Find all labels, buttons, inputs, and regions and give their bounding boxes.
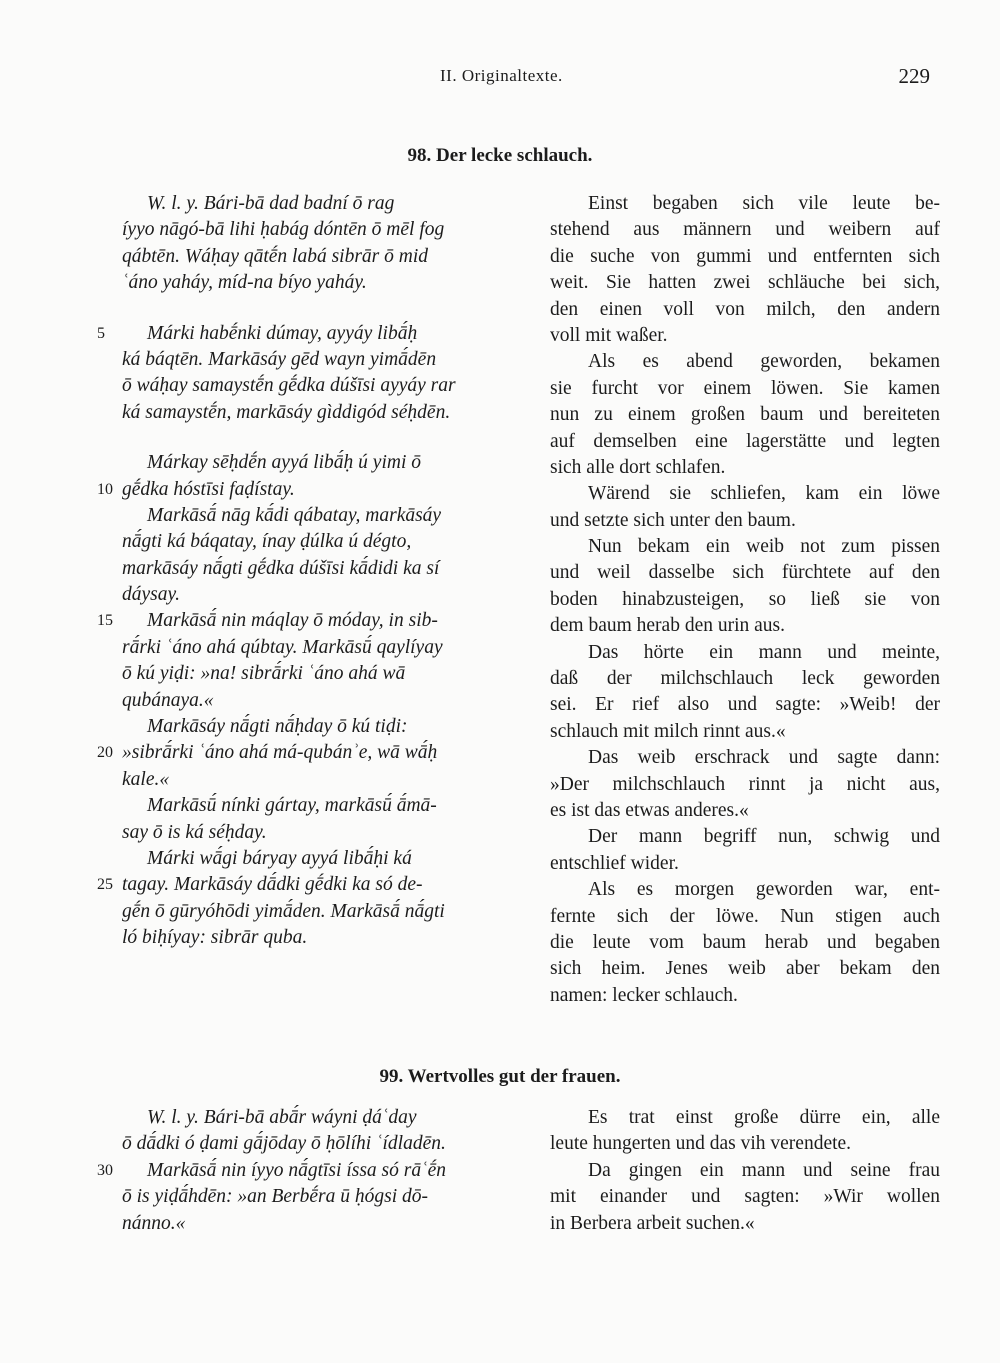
german-line: Das hörte ein mann und meinte, xyxy=(588,641,940,663)
somali-line: Markāsā́ nin íyyo nā́gtīsi íssa só rāʿḗn 30 xyxy=(97,1158,527,1184)
somali-line: Márki wā́gi báryay ayyá libā́ḥi ká xyxy=(147,847,412,869)
somali-line: gḗdka hóstīsi faḍístay. 10 xyxy=(97,477,527,503)
somali-line: Markāsā́ nin máqlay ō móday, in sib- 15 xyxy=(97,608,527,634)
somali-line: markāsáy nā́gti gḗdka dúšīsi kā́didi ka sí xyxy=(122,557,440,579)
section-title-99: 99. Wertvolles gut der frauen. xyxy=(379,1066,621,1087)
somali-line: say ō is ká séḥday. xyxy=(122,821,267,843)
german-line: sie furcht vor einem löwen. Sie kamen xyxy=(550,377,940,399)
line-number: 10 xyxy=(97,480,113,498)
german-line: Da gingen ein mann und seine frau xyxy=(588,1159,940,1181)
somali-line: ʿáno yaháy, míd-na bíyo yaháy. xyxy=(122,272,367,294)
line-number: 25 xyxy=(97,876,113,894)
german-line: leute hungerten und das vih verendete. xyxy=(550,1133,852,1155)
german-line: daß der milchschlauch leck geworden xyxy=(550,668,940,690)
german-line: dem baum herab den urin aus. xyxy=(550,615,786,637)
german-line: weit. Sie hatten zwei schläuche bei sich, xyxy=(550,272,940,294)
somali-line: tagay. Markāsáy dā́dki gḗdki ka só de- 25 xyxy=(97,872,527,898)
section-title-98: 98. Der lecke schlauch. xyxy=(407,145,593,166)
german-line: es ist das etwas anderes.« xyxy=(550,799,749,821)
german-line: in Berbera arbeit suchen.« xyxy=(550,1212,755,1234)
german-line: und weil dasselbe sich fürchtete auf den xyxy=(550,562,940,584)
german-line: fernte sich der löwe. Nun stigen auch xyxy=(550,905,940,927)
somali-line: Markāsáy nā́gti nā́ḥday ō kú tiḍi: xyxy=(147,716,408,738)
somali-line: ká báqtēn. Markāsáy gēd wayn yimā́dēn xyxy=(122,348,437,370)
german-line: Der mann begriff nun, schwig und xyxy=(588,826,940,848)
line-number: 30 xyxy=(97,1161,113,1179)
somali-line: ká samaystḗn, markāsáy gìddigód séḥdēn. xyxy=(122,401,451,423)
somali-line: íyyo nāgó-bā lihi ḥabág dóntēn ō mēl fog xyxy=(122,219,445,241)
somali-line: rā́rki ʿáno ahá qúbtay. Markāsū́ qaylíyay xyxy=(122,636,443,658)
somali-text-98 xyxy=(97,191,527,952)
german-line: Es trat einst große dürre ein, alle xyxy=(588,1107,940,1128)
german-line: nun zu einem großen baum und bereiteten xyxy=(550,404,940,426)
german-line: sich heim. Jenes weib aber bekam den xyxy=(550,958,940,980)
german-line: Wärend sie schliefen, kam ein löwe xyxy=(588,483,940,505)
german-line: Als es morgen geworden war, ent- xyxy=(588,879,940,901)
german-line: »Der milchschlauch rinnt ja nicht aus, xyxy=(550,773,940,795)
somali-line: ō wáḥay samaystḗn gḗdka dúšīsi ayyáy rar xyxy=(122,375,456,397)
somali-line: dáysay. xyxy=(122,584,180,606)
german-line: die leute vom baum herab und begaben xyxy=(550,931,940,953)
somali-line: ō kú yiḍi: »na! sibrā́rki ʿáno ahá wā xyxy=(122,663,406,685)
somali-line: ló biḥíyay: sibrār quba. xyxy=(122,927,308,949)
running-head-title: II. Originaltexte. xyxy=(440,66,563,85)
german-line: die suche von gummi und entfernten sich xyxy=(550,245,940,267)
running-head xyxy=(0,64,1000,92)
somali-line: qábtēn. Wáḥay qātḗn labá sibrār ō mid xyxy=(122,245,429,267)
somali-line: gḗn ō gūryóhōdi yimā́den. Markāsā́ nā́gti xyxy=(122,900,445,922)
german-line: namen: lecker schlauch. xyxy=(550,984,738,1006)
somali-line: nā́gti ká báqatay, ínay ḍúlka ú dégto, xyxy=(122,531,412,553)
german-translation-98 xyxy=(550,191,940,1009)
somali-line: W. l. y. Bári-bā dad badní ō rag xyxy=(147,193,395,214)
somali-line: W. l. y. Bári-bā abā́r wáyni ḍáʿday xyxy=(147,1107,417,1128)
somali-line: Markāsū́ nínki gártay, markāsū́ ā́mā- xyxy=(147,795,437,817)
german-line: Einst begaben sich vile leute be- xyxy=(588,193,940,214)
somali-line: Markāsā́ nāg kā́di qábatay, markāsáy xyxy=(147,504,442,526)
line-number: 5 xyxy=(97,324,105,342)
somali-line: »sibrā́rki ʿáno ahá má-qubánʾe, wā wā́ḥ 20 xyxy=(97,740,527,766)
somali-line: ō dā́dki ó ḍami gā́jōday ō ḥōlíhi ʿídladēn. xyxy=(122,1133,446,1155)
somali-line: Márkay sēḥdḗn ayyá libā́ḥ ú yimi ō xyxy=(147,452,422,474)
german-line: und setzte sich unter den baum. xyxy=(550,509,796,531)
german-line: auf demselben eine lagerstätte und legten xyxy=(550,430,940,452)
somali-line: ō is yiḍā́hdēn: »an Berbḗra ū ḥógsi dō- xyxy=(122,1186,429,1208)
somali-line: nánno.« xyxy=(122,1212,186,1234)
german-translation-99 xyxy=(550,1105,940,1237)
line-number: 20 xyxy=(97,744,113,762)
somali-line: qubánaya.« xyxy=(122,689,214,711)
german-line: schlauch mit milch rinnt aus.« xyxy=(550,720,786,742)
german-line: stehend aus männern und weibern auf xyxy=(550,219,940,241)
paragraph-gap xyxy=(97,426,527,450)
german-line: sich alle dort schlafen. xyxy=(550,456,726,478)
german-line: sei. Er rief also und sagte: »Weib! der xyxy=(550,694,940,716)
line-number: 15 xyxy=(97,612,113,630)
german-line: mit einander und sagten: »Wir wollen xyxy=(550,1186,940,1208)
somali-line: Márki habḗnki dúmay, ayyáy libā́ḥ 5 xyxy=(97,321,527,347)
paragraph-gap xyxy=(97,297,527,321)
german-line: Als es abend geworden, bekamen xyxy=(588,351,940,373)
german-line: boden hinabzusteigen, so ließ sie von xyxy=(550,588,940,610)
somali-line: kale.« xyxy=(122,768,170,790)
somali-text-99 xyxy=(97,1105,527,1237)
german-line: den einen voll von milch, den andern xyxy=(550,298,940,320)
german-line: voll mit waßer. xyxy=(550,324,668,346)
page-number: 229 xyxy=(898,64,930,88)
german-line: Das weib erschrack und sagte dann: xyxy=(588,747,940,769)
german-line: Nun bekam ein weib not zum pissen xyxy=(588,536,940,558)
german-line: entschlief wider. xyxy=(550,852,679,874)
